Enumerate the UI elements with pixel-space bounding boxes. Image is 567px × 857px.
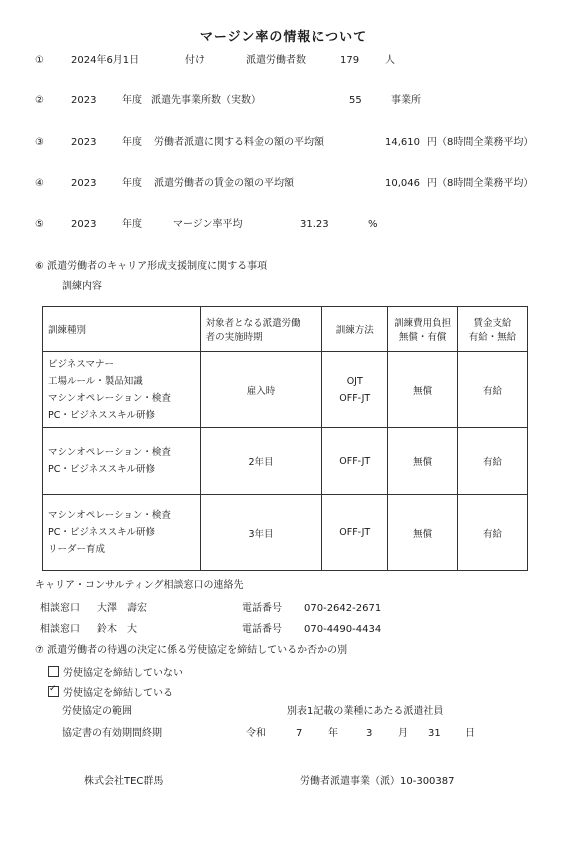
- section7-heading: ⑦ 派遣労働者の待遇の決定に係る労使協定を締結しているか否かの別: [35, 645, 348, 656]
- section6-heading: ⑥ 派遣労働者のキャリア形成支援制度に関する事項: [35, 261, 268, 272]
- item-unit: 人: [385, 55, 395, 66]
- cell-types: マシンオペレーション・検査 PC・ビジネススキル研修: [43, 428, 201, 495]
- period-year: 7: [296, 728, 303, 739]
- table-header-row: [43, 307, 528, 352]
- item-date: 2024年6月1日: [71, 55, 140, 66]
- item-value: 31.23: [300, 219, 329, 230]
- item-value: 179: [340, 55, 360, 66]
- contact-name: 鈴木 大: [97, 624, 137, 635]
- item-unit: %: [368, 219, 378, 230]
- page-title: マージン率の情報について: [199, 30, 368, 45]
- cell-types: マシンオペレーション・検査 PC・ビジネススキル研修 リーダー育成: [43, 495, 201, 571]
- item-number: ④: [35, 178, 44, 189]
- item-unit: 事業所: [391, 95, 421, 106]
- section6-subheading: 訓練内容: [62, 281, 102, 292]
- checkbox-checked-icon[interactable]: [48, 686, 59, 697]
- item-label: マージン率平均: [173, 219, 243, 230]
- period-era: 令和: [246, 728, 266, 739]
- cell-method: OJT OFF-JT: [322, 352, 388, 428]
- training-table: [42, 306, 528, 571]
- item-unit: 円（8時間全業務平均）: [427, 178, 534, 189]
- header-wage: 賃金支給 有給・無給: [458, 307, 528, 352]
- checkbox-unchecked-icon[interactable]: [48, 666, 59, 677]
- table-row: [43, 495, 528, 571]
- period-day: 31: [428, 728, 441, 739]
- table-row: [43, 352, 528, 428]
- item-label: 派遣労働者の賃金の額の平均額: [154, 178, 294, 189]
- period-day-unit: 日: [465, 728, 475, 739]
- contact-tel-label: 電話番号: [242, 624, 282, 635]
- item-year-suffix: 年度: [122, 137, 142, 148]
- cell-cost: 無償: [388, 352, 458, 428]
- consult-heading: キャリア・コンサルティング相談窓口の連絡先: [35, 580, 244, 591]
- header-target: 対象者となる派遣労働 者の実施時期: [200, 307, 322, 352]
- table-row: [43, 428, 528, 495]
- cell-wage: 有給: [458, 428, 528, 495]
- header-method: 訓練方法: [322, 307, 388, 352]
- option-concluded[interactable]: ✓労使協定を締結している: [48, 685, 173, 700]
- cell-cost: 無償: [388, 428, 458, 495]
- cell-timing: 2年目: [200, 428, 322, 495]
- period-year-unit: 年: [328, 728, 338, 739]
- footer-company: 株式会社TEC群馬: [84, 776, 164, 787]
- scope-value: 別表1記載の業種にあたる派遣社員: [287, 706, 444, 717]
- period-month-unit: 月: [398, 728, 408, 739]
- item-number: ②: [35, 95, 44, 106]
- option-not-concluded[interactable]: 労使協定を締結していない: [48, 665, 183, 680]
- item-label: 派遣先事業所数（実数）: [151, 95, 261, 106]
- cell-timing: 3年目: [200, 495, 322, 571]
- item-number: ③: [35, 137, 44, 148]
- contact-label: 相談窓口: [40, 603, 80, 614]
- cell-timing: 雇入時: [200, 352, 322, 428]
- item-year-suffix: 年度: [122, 219, 142, 230]
- cell-wage: 有給: [458, 352, 528, 428]
- item-year: 2023: [71, 219, 97, 230]
- item-year: 2023: [71, 137, 97, 148]
- contact-label: 相談窓口: [40, 624, 80, 635]
- item-value: 14,610: [385, 137, 420, 148]
- item-year-suffix: 年度: [122, 95, 142, 106]
- item-value: 55: [349, 95, 362, 106]
- scope-label: 労使協定の範囲: [62, 706, 132, 717]
- item-unit: 円（8時間全業務平均）: [427, 137, 534, 148]
- item-date-suffix: 付け: [185, 55, 205, 66]
- footer-license: 労働者派遣事業（派）10-300387: [300, 776, 455, 787]
- item-year: 2023: [71, 178, 97, 189]
- period-label: 協定書の有効期間終期: [62, 728, 162, 739]
- contact-tel: 070-2642-2671: [304, 603, 382, 614]
- cell-method: OFF-JT: [322, 495, 388, 571]
- item-number: ①: [35, 55, 44, 66]
- header-cost: 訓練費用負担 無償・有償: [388, 307, 458, 352]
- contact-name: 大澤 壽宏: [97, 603, 147, 614]
- cell-cost: 無償: [388, 495, 458, 571]
- cell-method: OFF-JT: [322, 428, 388, 495]
- cell-wage: 有給: [458, 495, 528, 571]
- contact-tel: 070-4490-4434: [304, 624, 382, 635]
- item-label: 労働者派遣に関する料金の額の平均額: [154, 137, 324, 148]
- contact-tel-label: 電話番号: [242, 603, 282, 614]
- item-label: 派遣労働者数: [246, 55, 306, 66]
- item-value: 10,046: [385, 178, 420, 189]
- item-year-suffix: 年度: [122, 178, 142, 189]
- item-number: ⑤: [35, 219, 44, 230]
- cell-types: ビジネスマナー 工場ルール・製品知識 マシンオペレーション・検査 PC・ビジネススキル研修: [43, 352, 201, 428]
- period-month: 3: [366, 728, 373, 739]
- header-type: 訓練種別: [43, 307, 201, 352]
- item-year: 2023: [71, 95, 97, 106]
